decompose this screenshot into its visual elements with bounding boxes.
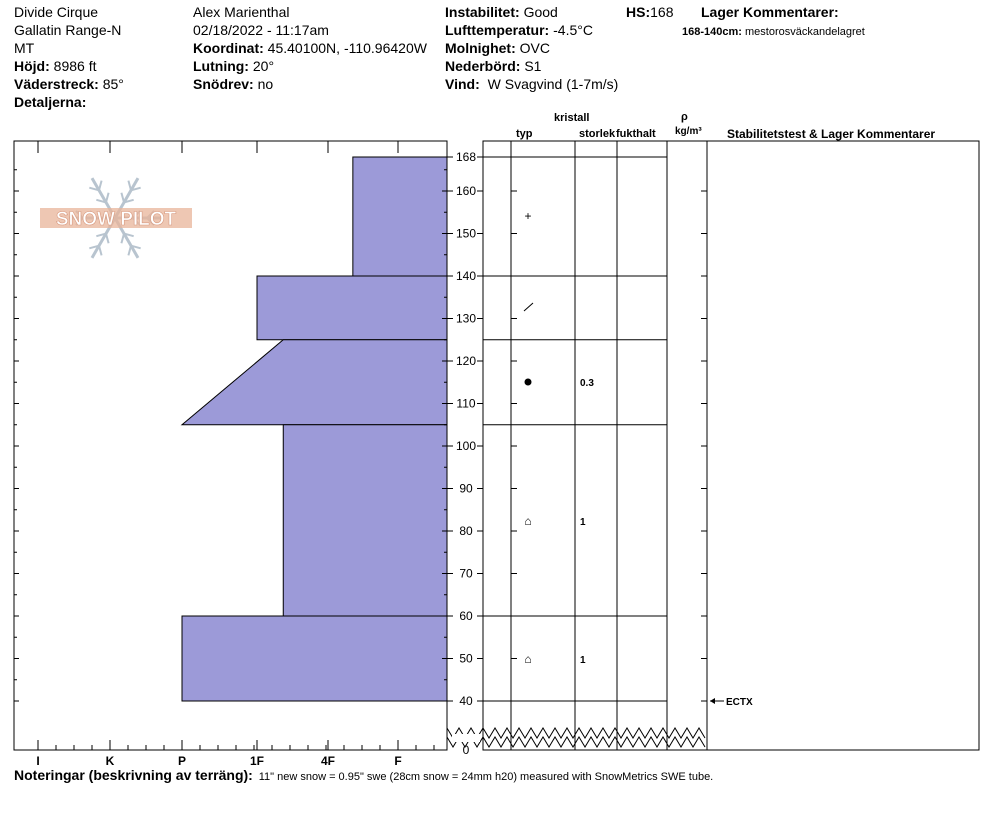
elevation-value: 8986 ft [53,58,97,74]
hardness-label-2: P [177,754,187,768]
col-rho: ρ [681,111,688,123]
stability-value: Good [523,4,558,20]
y-label-8: 110 [456,396,476,411]
grain-icon-2 [525,379,532,386]
y-label-2: 50 [459,651,473,666]
range-name: Gallatin Range-N [14,22,122,38]
grain-icon-0: + [524,209,532,223]
grain-icon-4: ⌂ [524,652,532,666]
notes [14,767,713,785]
test-label-0: ECTX [726,697,753,708]
coord-value: 45.40100N, -110.96420W [267,40,427,56]
y-label-10: 130 [455,311,477,326]
state-name: MT [14,40,35,56]
sky-value: OVC [519,40,550,56]
hardness-label-1: K [105,754,115,768]
axis-break-gap [452,734,480,742]
wind-label: Vind: [445,76,480,92]
grain-size-2: 0.3 [580,378,594,389]
y-label-4: 70 [459,566,473,581]
layer-comment-text: mestorosväckandelagret [745,26,865,38]
col-stability: Stabilitetstest & Lager Kommentarer [727,127,936,141]
precip-value: S1 [524,58,542,74]
airtemp-label: Lufttemperatur: [445,22,550,38]
sky-label: Molnighet: [445,40,516,56]
notes-label: Noteringar (beskrivning av terräng): [14,767,253,783]
layer-comment-range: 168-140cm: [682,26,742,38]
axis-break-upper [447,728,705,738]
col-storlek: storlek [579,128,616,140]
hardness-layer-1 [257,276,447,340]
y-label-5: 80 [459,524,473,538]
airtemp-value: -4.5°C [553,22,593,38]
details-label: Detaljerna: [14,94,87,110]
hardness-label-0: I [36,754,40,768]
grain-size-4: 1 [580,655,586,666]
y-label-9: 120 [455,354,477,368]
aspect-value: 85° [102,76,124,92]
elevation-label: Höjd: [14,58,50,74]
y-label-3: 60 [459,609,473,623]
y-label-1: 40 [459,694,473,708]
layer-table-frame [483,141,979,750]
datetime: 02/18/2022 - 11:17am [193,22,329,38]
y-label-12: 150 [455,226,477,241]
grain-icon-1 [524,303,533,311]
col-fukthalt: fukthalt [616,128,656,140]
grain-icon-3: ⌂ [524,514,532,528]
y-label-11: 140 [455,269,477,283]
hardness-layer-0 [353,157,447,276]
drift-label: Snödrev: [193,76,254,92]
layer-comments-label: Lager Kommentarer: [701,4,839,20]
stability-label: Instabilitet: [445,4,520,20]
wind-value: W Svagvind (1-7m/s) [487,76,619,92]
hardness-label-3: 1F [249,754,265,768]
logo-text: SNOW PILOT [55,209,177,230]
hardness-label-5: F [394,754,402,768]
test-arrowhead-0 [710,698,715,704]
observer: Alex Marienthal [193,4,290,20]
hardness-label-4: 4F [320,754,336,768]
precip-label: Nederbörd: [445,58,521,74]
notes-text: 11" new snow = 0.95" swe (28cm snow = 24mm h20) measured with SnowMetrics SWE tube. [258,771,714,783]
y-label-7: 100 [455,439,477,453]
hs-label: HS: [626,4,651,20]
y-label-13: 160 [455,184,477,198]
location-name: Divide Cirque [14,4,99,20]
axis-break-lower [447,737,705,747]
hs-value: 168 [650,4,674,20]
drift-value: no [257,76,274,92]
aspect-label: Väderstreck: [14,76,99,92]
y-label-0: 0 [462,743,470,757]
y-label-6: 90 [459,481,473,496]
col-kristall: kristall [554,112,590,124]
slope-value: 20° [252,58,275,74]
y-label-14: 168 [455,150,477,164]
coord-label: Koordinat: [193,40,264,56]
hardness-layer-2 [182,340,447,425]
hardness-layer-4 [182,616,447,701]
col-typ: typ [516,128,533,140]
hardness-layer-3 [283,425,447,616]
slope-label: Lutning: [193,58,249,74]
grain-size-3: 1 [580,517,586,528]
col-density-unit: kg/m³ [675,126,702,137]
